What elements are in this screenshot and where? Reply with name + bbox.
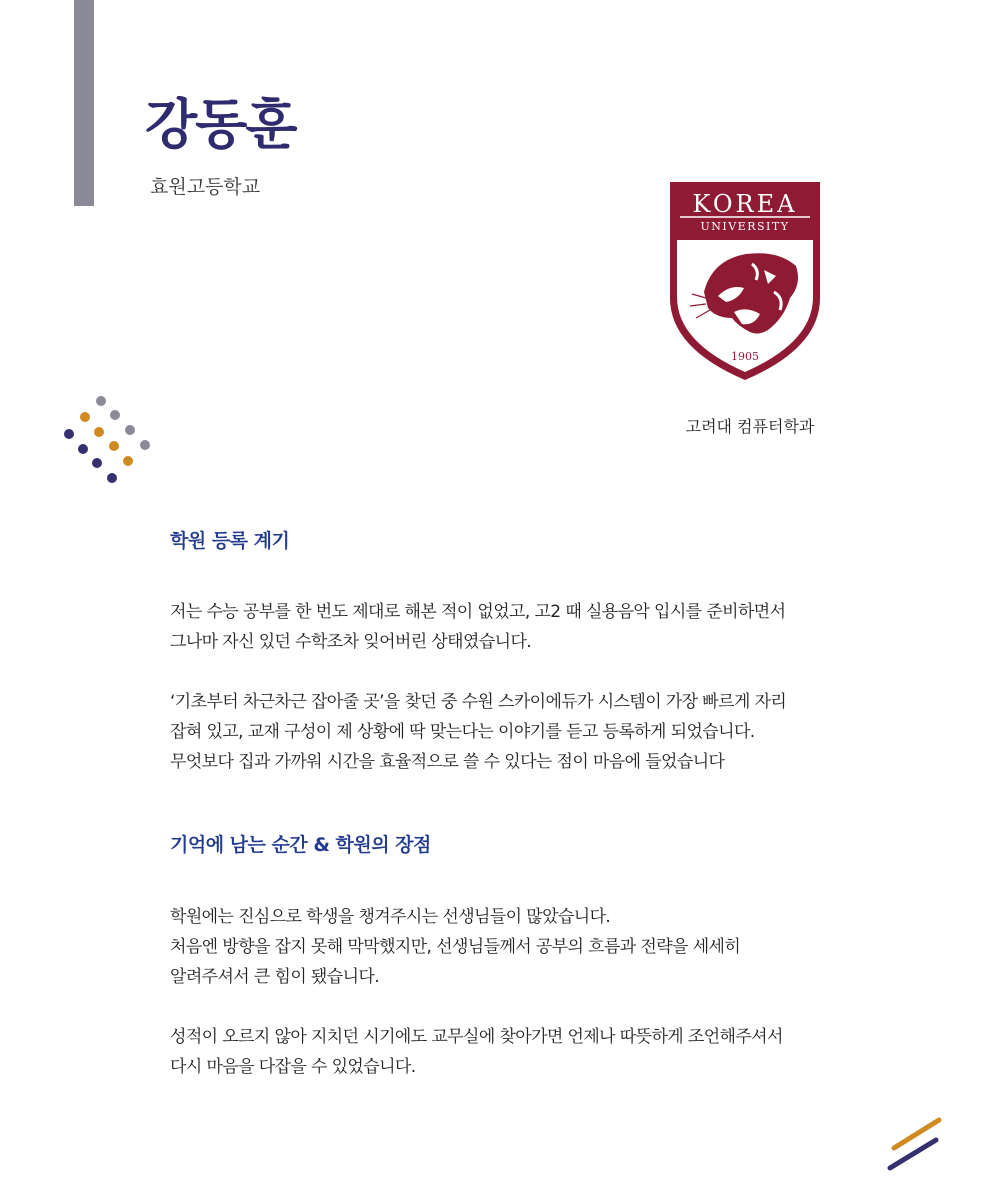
student-name: 강동훈	[145, 93, 296, 156]
korea-university-crest-icon	[668, 180, 822, 382]
crest-korea-text: KOREA	[692, 190, 798, 218]
decorative-slash-icon	[884, 1114, 946, 1174]
student-school: 효원고등학교	[150, 176, 261, 198]
section-title: 기억에 남는 순간 & 학원의 장점	[170, 834, 431, 856]
crest-university-text: UNIVERSITY	[700, 220, 790, 233]
paragraph: 저는 수능 공부를 한 번도 제대로 해본 적이 없었고, 고2 때 실용음악 입시를 준비하면서 그나마 자신 있던 수학조차 잊어버린 상태였습니다.	[170, 602, 786, 652]
paragraph: 학원에는 진심으로 학생을 챙겨주시는 선생님들이 많았습니다. 처음엔 방향을 잡지 못해 막막했지만, 선생님들께서 공부의 흐름과 전략을 세세히 알려주셔서 큰 힘이 됐습니다.	[170, 907, 741, 987]
paragraph: ‘기초부터 차근차근 잡아줄 곳’을 찾던 중 수원 스카이에듀가 시스템이 가장 빠르게 자리 잡혀 있고, 교재 구성이 제 상황에 딱 맞는다는 이야기를 듣고 등록하게 되었습니다. 무엇보다 집과 가까워 시간을 효율적으로 쓸 수 있다는 점이 마음에 들었습니다	[170, 692, 787, 772]
crest-year-text: 1905	[731, 350, 759, 363]
university-department: 고려대 컴퓨터학과	[685, 417, 815, 436]
section-title: 학원 등록 계기	[170, 530, 290, 552]
section-memorable-moments	[170, 836, 860, 1082]
section-enrollment-reason	[170, 532, 860, 777]
decorative-dots-icon	[60, 395, 160, 490]
paragraph: 성적이 오르지 않아 지치던 시기에도 교무실에 찾아가면 언제나 따뜻하게 조언해주셔서 다시 마음을 다잡을 수 있었습니다.	[170, 1027, 783, 1077]
accent-bar	[74, 0, 94, 206]
